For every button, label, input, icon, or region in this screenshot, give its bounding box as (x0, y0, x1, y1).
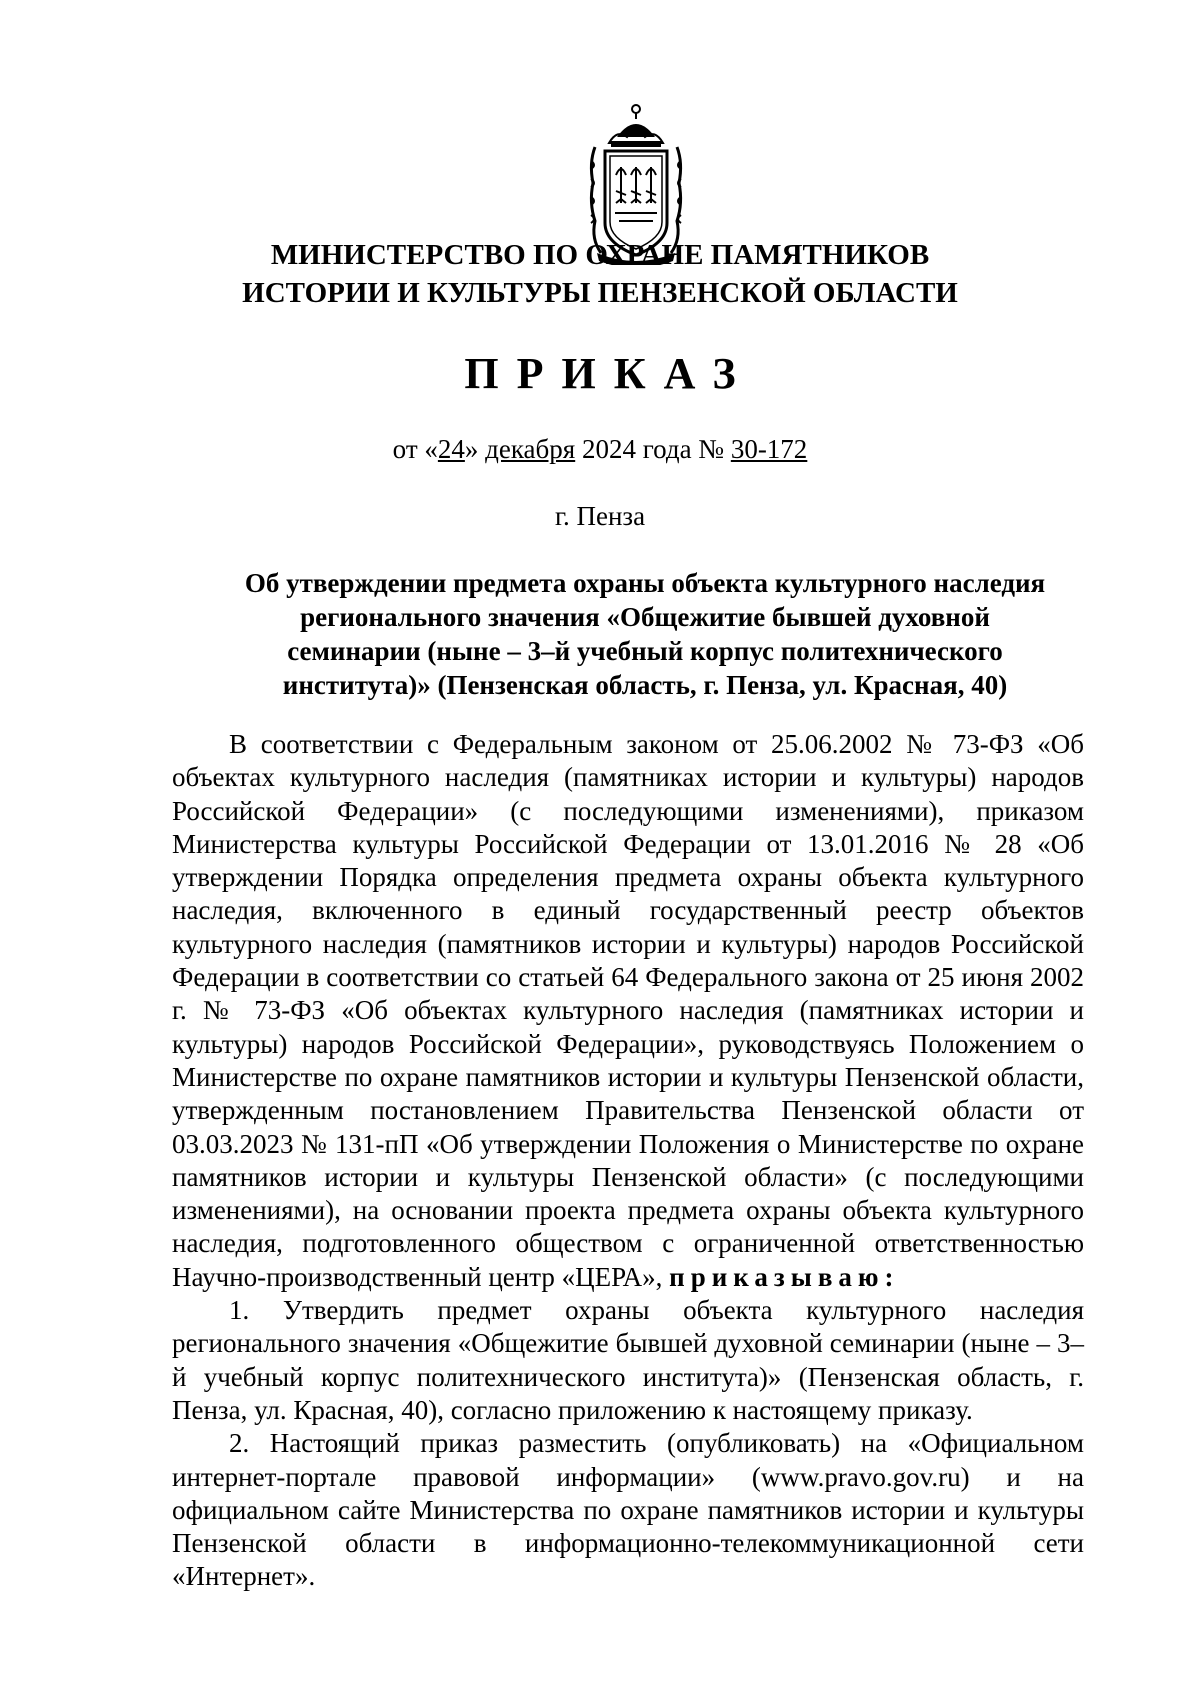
date-prefix: от « (392, 434, 438, 464)
date-mid: » (464, 434, 486, 464)
item-1-paragraph: 1. Утвердить предмет охраны объекта культурного наследия регионального значения «Общежитие бывшей духовной семинарии (ныне – 3–й учебный корпус политехнического института)» (Пензенская область, г. Пенза, ул. Красная, 40), согласно приложению к настоящему приказу. (172, 1295, 1084, 1425)
preamble-paragraph (172, 728, 1084, 1294)
ministry-name-line1: МИНИСТЕРСТВО ПО ОХРАНЕ ПАМЯТНИКОВ (270, 239, 930, 271)
directive-word: приказываю: (669, 1261, 900, 1292)
order-number: 30-172 (730, 434, 808, 464)
order-date-number (0, 434, 1200, 465)
item-2-paragraph: 2. Настоящий приказ разместить (опубликовать) на «Официальном интернет-портале правовой информации» (www.pravo.gov.ru) и на официальном сайте Министерства по охране памятников истории и культуры Пензенской области в информационно-телекоммуникационной сети «Интернет». (172, 1428, 1084, 1592)
city-name: г. Пенза (554, 501, 646, 531)
document-type-title: ПРИКАЗ (464, 349, 754, 398)
date-month: декабря (485, 434, 576, 464)
subject-line: семинарии (ныне – 3–й учебный корпус политехнического (287, 636, 1003, 666)
order-body (172, 728, 1084, 1594)
preamble-text: В соответствии с Федеральным законом от 25.06.2002 № 73-ФЗ «Об объектах культурного наследия (памятниках истории и культуры) народов Российской Федерации» (с последующими изменениями), приказом Министерства культуры Российской Федерации от 13.01.2016 № 28 «Об утверждении Порядка определения предмета охраны объекта культурного наследия, включенного в единый государственный реестр объектов культурного наследия (памятников истории и культуры) народов Российской Федерации в соответствии со статьей 64 Федерального закона от 25 июня 2002 г. № 73-ФЗ «Об объектах культурного наследия (памятниках истории и культуры) народов Российской Федерации», руководствуясь Положением о Министерстве по охране памятников истории и культуры Пензенской области, утвержденным постановлением Правительства Пензенской области от 03.03.2023 № 131-пП «Об утверждении Положения о Министерстве по охране памятников истории и культуры Пензенской области» (с последующими изменениями), на основании проекта предмета охраны объекта культурного наследия, подготовленного обществом с ограниченной ответственностью Научно-производственный центр «ЦЕРА», (172, 729, 1084, 1292)
ministry-name-line2: ИСТОРИИ И КУЛЬТУРЫ ПЕНЗЕНСКОЙ ОБЛАСТИ (242, 277, 958, 309)
subject-line: института)» (Пензенская область, г. Пенза, ул. Красная, 40) (282, 670, 1008, 700)
subject-line: Об утверждении предмета охраны объекта культурного наследия (244, 568, 1046, 598)
date-year-label: 2024 года № (575, 434, 731, 464)
date-day: 24 (437, 434, 465, 464)
order-subject (215, 566, 1075, 702)
subject-line: регионального значения «Общежитие бывшей духовной (300, 602, 990, 632)
